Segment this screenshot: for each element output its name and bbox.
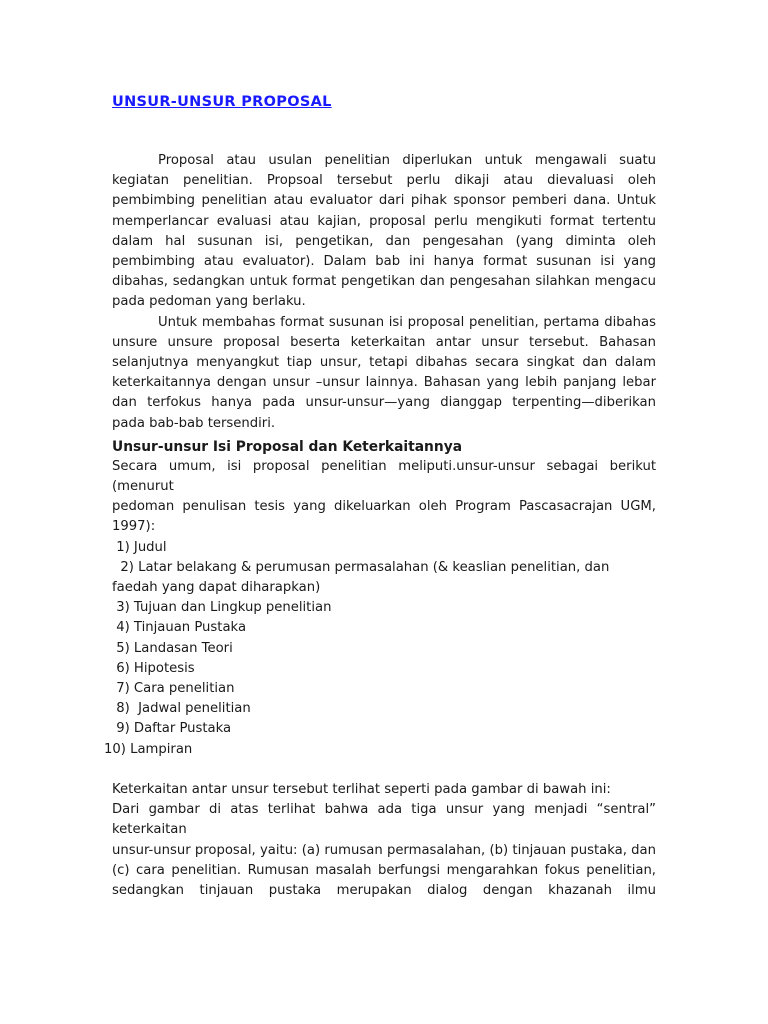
document-page [104,92,656,901]
list-item: 6) Hipotesis [112,660,195,676]
list-item: 10) Lampiran [104,741,193,757]
list-item: 1) Judul [112,539,167,555]
proposal-elements-list [104,538,656,760]
list-item: 8) Jadwal penelitian [112,701,251,717]
intro-line-1: Secara umum, isi proposal penelitian meliputi.unsur-unsur sebagai berikut (menurut [112,458,656,495]
spacer [112,760,656,780]
list-item: 5) Landasan Teori [112,640,233,656]
document-title: UNSUR-UNSUR PROPOSAL [112,94,332,110]
closing-line-3: unsur-unsur proposal, yaitu: (a) rumusan permasalahan, (b) tinjauan pustaka, dan (c) cara penelitian. Rumusan masalah berfungsi mengarahkan fokus penelitian, sedangkan tinjauan pustaka merupakan dialog dengan khazanah ilmu [112,842,656,898]
section-heading: Unsur-unsur Isi Proposal dan Keterkaitannya [112,438,463,455]
list-item: 2) Latar belakang & perumusan permasalahan (& keaslian penelitian, dan faedah yang dapat diharapkan) [112,559,614,596]
list-item: 9) Daftar Pustaka [112,721,232,737]
paragraph-1: Proposal atau usulan penelitian diperlukan untuk mengawali suatu kegiatan penelitian. Propsoal tersebut perlu dikaji atau dievaluasi oleh pembimbing penelitian atau evaluator dari pihak sponsor pemberi dana. Untuk memperlancar evaluasi atau kajian, proposal perlu mengikuti format tertentu dalam hal susunan isi, pengetikan, dan pengesahan (yang diminta oleh pembimbing atau evaluator). Dalam bab ini hanya format susunan isi yang dibahas, sedangkan untuk format pengetikan dan pengesahan silahkan mengacu pada pedoman yang berlaku. [112,153,656,310]
intro-line-2: pedoman penulisan tesis yang dikeluarkan oleh Program Pascasacrajan UGM, 1997): [112,499,656,535]
paragraph-2: Untuk membahas format susunan isi proposal penelitian, pertama dibahas unsure unsure proposal beserta keterkaitan antar unsur tersebut. Bahasan selanjutnya menyangkut tiap unsur, tetapi dibahas secara singkat dan dalam keterkaitannya dengan unsur –unsur lainnya. Bahasan yang lebih panjang lebar dan terfokus hanya pada unsur-unsur—yang dianggap terpenting—diberikan pada bab-bab tersendiri. [112,314,656,431]
closing-line-2: Dari gambar di atas terlihat bahwa ada tiga unsur yang menjadi “sentral” keterkaitan [112,802,656,838]
list-item: 7) Cara penelitian [112,681,235,697]
spacer [112,116,656,151]
closing-line-1: Keterkaitan antar unsur tersebut terlihat seperti pada gambar di bawah ini: [112,781,611,797]
list-item: 3) Tujuan dan Lingkup penelitian [112,600,332,616]
list-item: 4) Tinjauan Pustaka [112,620,247,636]
